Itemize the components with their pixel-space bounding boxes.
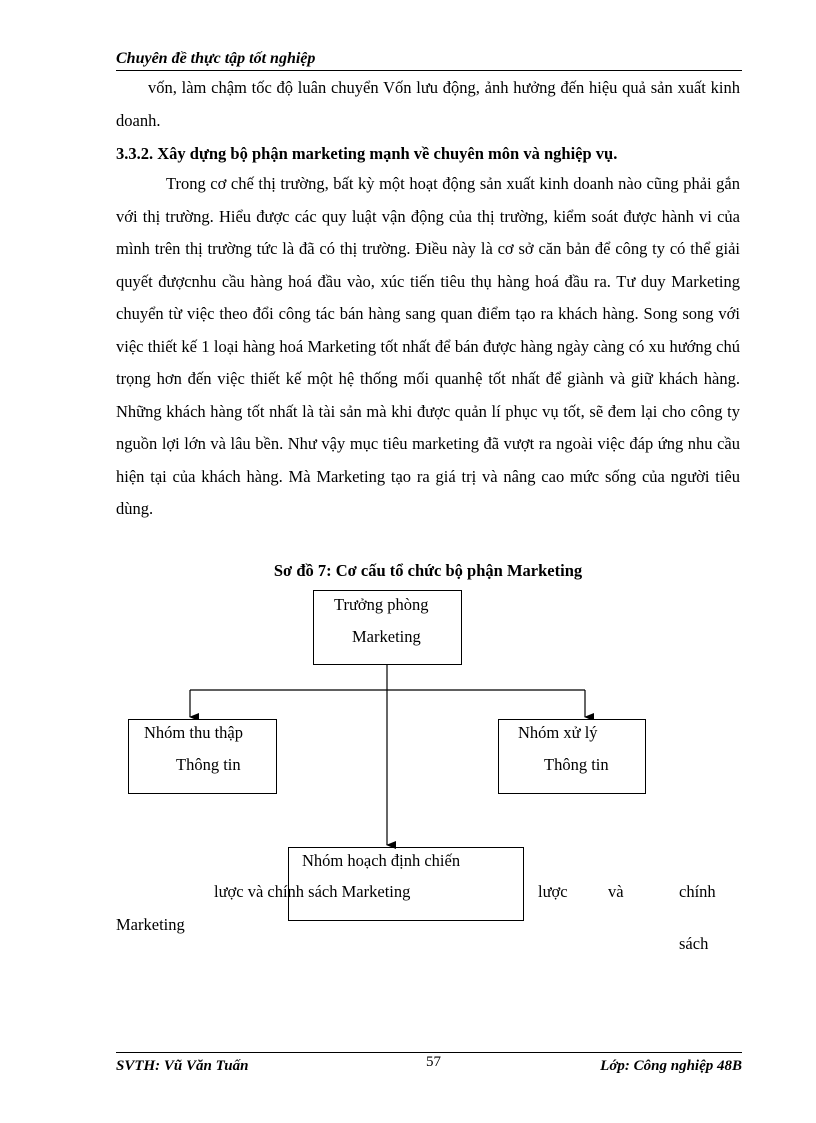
trailing-word-3: [679, 879, 740, 957]
box-left-line2: Thông tin: [176, 755, 241, 774]
box-left-line1: Nhóm thu thập: [144, 723, 243, 742]
header-title: Chuyên đề thực tập tốt nghiệp: [116, 50, 316, 67]
trailing-word-3a: chính: [679, 882, 716, 901]
trailing-word-marketing: Marketing: [116, 915, 185, 934]
box-head-line2: Marketing: [352, 627, 421, 646]
footer-class: Lớp: Công nghiệp 48B: [600, 1058, 742, 1074]
box-marketing-head: [313, 590, 462, 665]
trailing-word-2: và: [608, 882, 624, 901]
trailing-word-1: lược: [538, 882, 568, 901]
box-data-collection-group: [128, 719, 277, 794]
footer-author: SVTH: Vũ Văn Tuấn: [116, 1058, 249, 1074]
diagram-caption: Sơ đồ 7: Cơ cấu tổ chức bộ phận Marketing: [273, 561, 583, 580]
box-data-processing-group: [498, 719, 646, 794]
trailing-word-4: sách: [679, 934, 709, 953]
page-number: 57: [426, 1054, 441, 1070]
box-right-line1: Nhóm xử lý: [518, 723, 598, 742]
paragraph-continuation: vốn, làm chậm tốc độ luân chuyển Vốn lưu động, ảnh hưởng đến hiệu quả sản xuất kinh doanh.: [116, 78, 740, 130]
box-head-line1: Trưởng phòng: [334, 595, 429, 614]
box-right-line2: Thông tin: [544, 755, 609, 774]
section-heading: 3.3.2. Xây dựng bộ phận marketing mạnh về chuyên môn và nghiệp vụ.: [116, 144, 618, 163]
page-footer: [116, 1052, 742, 1074]
box-bottom-line2: lược và chính sách Marketing: [214, 882, 411, 901]
page-header: [116, 50, 742, 71]
paragraph-marketing: Trong cơ chế thị trường, bất kỳ một hoạt động sản xuất kinh doanh nào cũng phải gắn với thị trường. Hiểu được các quy luật vận động của thị trường, kiểm soát được hành vi của mình trên thị trường tức là đã có thị trường. Điều này là cơ sở căn bản để công ty có thể giải quyết đượcnhu cầu hàng hoá đầu vào, xúc tiến tiêu thụ hàng hoá đầu ra. Tư duy Marketing chuyển từ việc theo đổi công tác bán hàng sang quan điểm tạo ra khách hàng. Song song với việc thiết kế 1 loại hàng hoá Marketing tốt nhất để bán được hàng ngày càng có xu hướng chú trọng hơn đến việc thiết kế một hệ thống mối quanhệ tốt nhất để giành và giữ khách hàng. Những khách hàng tốt nhất là tài sản mà khi được quản lí phục vụ tốt, sẽ đem lại cho công ty nguồn lợi lớn và lâu bền. Như vậy mục tiêu marketing đã vượt ra ngoài việc đáp ứng nhu cầu hiện tại của khách hàng. Mà Marketing tạo ra giá trị và nâng cao mức sống của người tiêu dùng.: [116, 174, 740, 518]
box-bottom-line1: Nhóm hoạch định chiến: [302, 851, 461, 870]
